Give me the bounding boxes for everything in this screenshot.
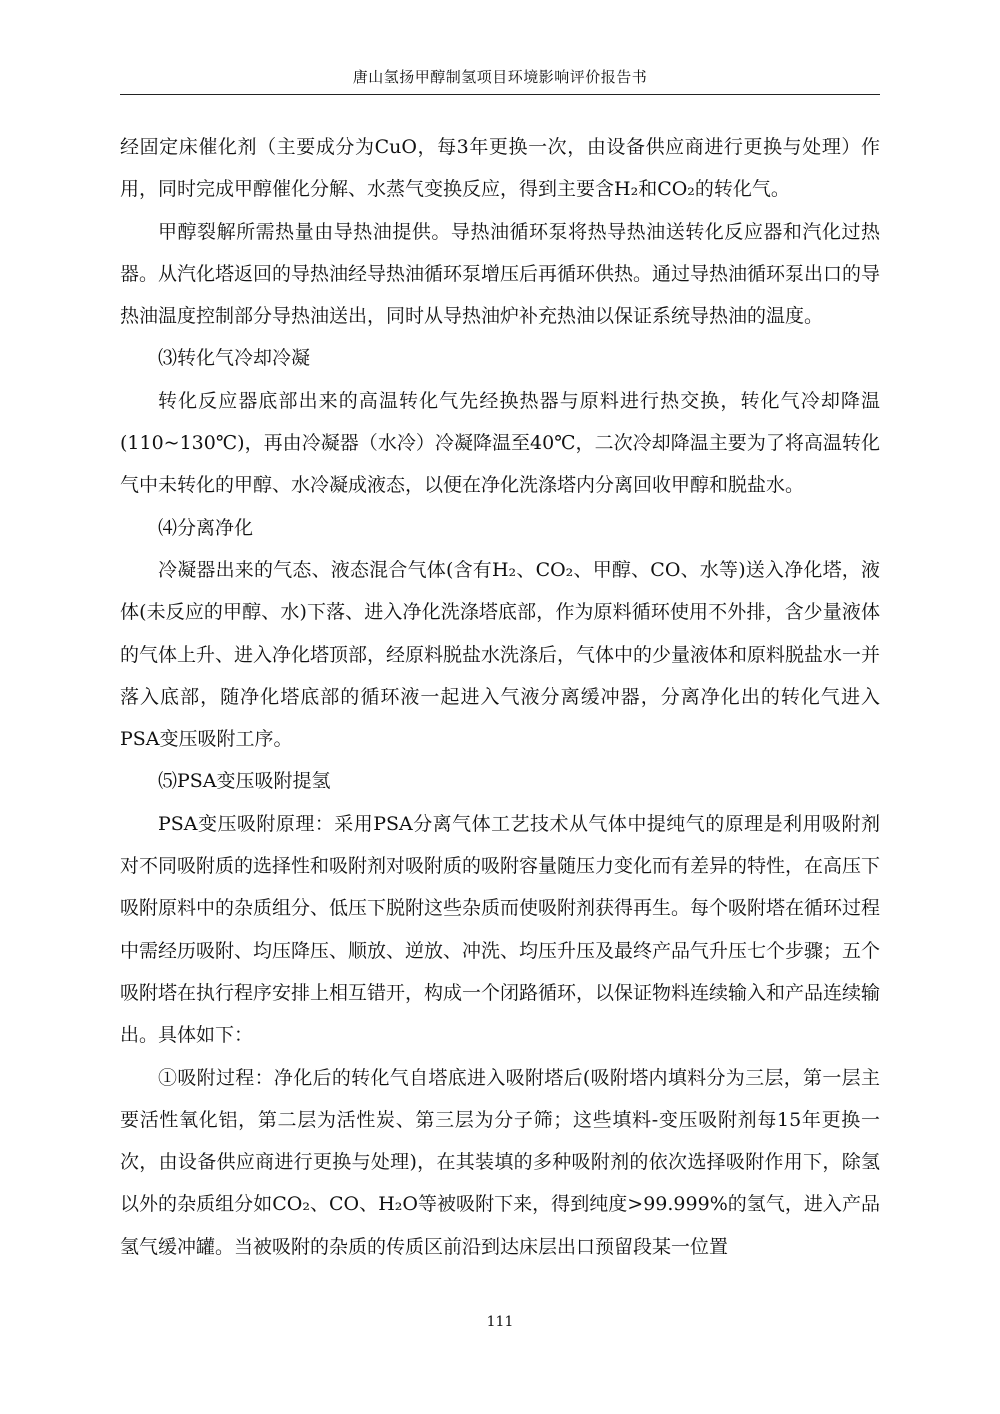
paragraph: 转化反应器底部出来的高温转化气先经换热器与原料进行热交换，转化气冷却降温(110~130℃)，再由冷凝器（水冷）冷凝降温至40℃，二次冷却降温主要为了将高温转化气中未转化的甲醇、水冷凝成液态，以便在净化洗涤塔内分离回收甲醇和脱盐水。	[120, 389, 880, 497]
paragraph: 甲醇裂解所需热量由导热油提供。导热油循环泵将热导热油送转化反应器和汽化过热器。从汽化塔返回的导热油经导热油循环泵增压后再循环供热。通过导热油循环泵出口的导热油温度控制部分导热油送出，同时从导热油炉补充热油以保证系统导热油的温度。	[120, 220, 881, 328]
page-number: 111	[486, 1314, 514, 1330]
section-heading: ⑸PSA变压吸附提氢	[158, 770, 331, 793]
page-header-title: 唐山氢扬甲醇制氢项目环境影响评价报告书	[352, 68, 648, 86]
paragraph: ①吸附过程：净化后的转化气自塔底进入吸附塔后(吸附塔内填料分为三层，第一层主要活性氧化铝，第二层为活性炭、第三层为分子筛；这些填料-变压吸附剂每15年更换一次，由设备供应商进行更换与处理)，在其装填的多种吸附剂的依次选择吸附作用下，除氢以外的杂质组分如CO₂、CO、H₂O等被吸附下来，得到纯度>99.999%的氢气，进入产品氢气缓冲罐。当被吸附的杂质的传质区前沿到达床层出口预留段某一位置	[120, 1066, 880, 1258]
header-divider	[120, 94, 880, 95]
section-heading: ⑷分离净化	[158, 516, 254, 539]
section-heading: ⑶转化气冷却冷凝	[158, 347, 311, 370]
document-body	[120, 126, 880, 1268]
paragraph: PSA变压吸附原理：采用PSA分离气体工艺技术从气体中提纯气的原理是利用吸附剂对不同吸附质的选择性和吸附剂对吸附质的吸附容量随压力变化而有差异的特性，在高压下吸附原料中的杂质组分、低压下脱附这些杂质而使吸附剂获得再生。每个吸附塔在循环过程中需经历吸附、均压降压、顺放、逆放、冲洗、均压升压及最终产品气升压七个步骤；五个吸附塔在执行程序安排上相互错开，构成一个闭路循环，以保证物料连续输入和产品连续输出。具体如下：	[120, 812, 881, 1047]
paragraph: 冷凝器出来的气态、液态混合气体(含有H₂、CO₂、甲醇、CO、水等)送入净化塔，液体(未反应的甲醇、水)下落、进入净化洗涤塔底部，作为原料循环使用不外排，含少量液体的气体上升、进入净化塔顶部，经原料脱盐水洗涤后，气体中的少量液体和原料脱盐水一并落入底部，随净化塔底部的循环液一起进入气液分离缓冲器，分离净化出的转化气进入PSA变压吸附工序。	[120, 558, 881, 751]
paragraph: 经固定床催化剂（主要成分为CuO，每3年更换一次，由设备供应商进行更换与处理）作用，同时完成甲醇催化分解、水蒸气变换反应，得到主要含H₂和CO₂的转化气。	[120, 136, 880, 201]
